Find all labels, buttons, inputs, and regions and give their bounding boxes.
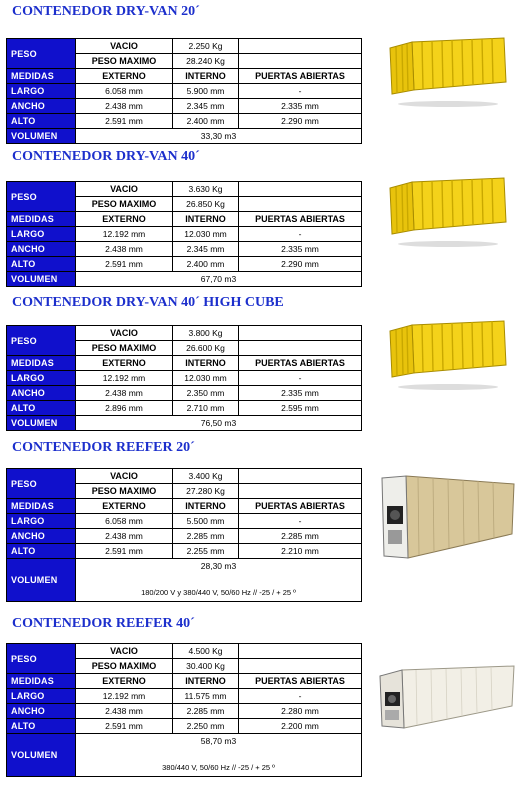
ancho-puertas: 2.280 mm — [239, 704, 362, 719]
spec-table-dry-van-40-high-cube — [6, 325, 362, 431]
puertas-abiertas-header: PUERTAS ABIERTAS — [239, 674, 362, 689]
interno-header: INTERNO — [173, 674, 239, 689]
peso-label: PESO — [7, 182, 76, 212]
table-row — [7, 356, 362, 371]
puertas-abiertas-header: PUERTAS ABIERTAS — [239, 356, 362, 371]
vacio-label: VACIO — [76, 39, 173, 54]
empty-cell — [239, 484, 362, 499]
section-title-dry-van-40-high-cube: CONTENEDOR DRY-VAN 40´ HIGH CUBE — [12, 295, 284, 310]
puertas-abiertas-header: PUERTAS ABIERTAS — [239, 212, 362, 227]
alto-label: ALTO — [7, 114, 76, 129]
empty-cell — [239, 182, 362, 197]
alto-externo: 2.591 mm — [76, 544, 173, 559]
table-row — [7, 674, 362, 689]
ancho-puertas: 2.335 mm — [239, 99, 362, 114]
alto-puertas: 2.210 mm — [239, 544, 362, 559]
puertas-abiertas-header: PUERTAS ABIERTAS — [239, 499, 362, 514]
largo-interno: 11.575 mm — [173, 689, 239, 704]
alto-label: ALTO — [7, 719, 76, 734]
spec-table-dry-van-20 — [6, 38, 362, 144]
ancho-interno: 2.345 mm — [173, 99, 239, 114]
table-row — [7, 514, 362, 529]
interno-header: INTERNO — [173, 212, 239, 227]
externo-header: EXTERNO — [76, 212, 173, 227]
largo-interno: 5.900 mm — [173, 84, 239, 99]
vacio-label: VACIO — [76, 182, 173, 197]
volumen-value: 67,70 m3 — [76, 272, 362, 287]
volumen-label: VOLUMEN — [7, 272, 76, 287]
volumen-value: 28,30 m3 — [76, 559, 362, 574]
vacio-value: 2.250 Kg — [173, 39, 239, 54]
table-row — [7, 386, 362, 401]
table-row — [7, 69, 362, 84]
ancho-externo: 2.438 mm — [76, 242, 173, 257]
ancho-interno: 2.350 mm — [173, 386, 239, 401]
table-row — [7, 644, 362, 659]
table-row — [7, 559, 362, 574]
peso-maximo-value: 27.280 Kg — [173, 484, 239, 499]
vacio-label: VACIO — [76, 469, 173, 484]
ancho-label: ANCHO — [7, 529, 76, 544]
table-row — [7, 182, 362, 197]
table-row — [7, 719, 362, 734]
table-row — [7, 84, 362, 99]
alto-puertas: 2.290 mm — [239, 114, 362, 129]
table-row — [7, 371, 362, 386]
vacio-label: VACIO — [76, 326, 173, 341]
table-row — [7, 39, 362, 54]
empty-cell — [239, 39, 362, 54]
largo-interno: 12.030 mm — [173, 227, 239, 242]
peso-maximo-label: PESO MAXIMO — [76, 341, 173, 356]
largo-externo: 6.058 mm — [76, 84, 173, 99]
largo-label: LARGO — [7, 371, 76, 386]
alto-puertas: 2.200 mm — [239, 719, 362, 734]
ancho-externo: 2.438 mm — [76, 386, 173, 401]
interno-header: INTERNO — [173, 69, 239, 84]
volumen-label: VOLUMEN — [7, 416, 76, 431]
empty-cell — [239, 644, 362, 659]
table-row — [7, 257, 362, 272]
alto-interno: 2.400 mm — [173, 257, 239, 272]
ancho-puertas: 2.335 mm — [239, 386, 362, 401]
medidas-label: MEDIDAS — [7, 69, 76, 84]
table-row — [7, 114, 362, 129]
alto-externo: 2.591 mm — [76, 114, 173, 129]
table-row — [7, 499, 362, 514]
alto-label: ALTO — [7, 544, 76, 559]
empty-cell — [239, 197, 362, 212]
empty-cell — [239, 54, 362, 69]
largo-externo: 6.058 mm — [76, 514, 173, 529]
alto-interno: 2.710 mm — [173, 401, 239, 416]
ancho-puertas: 2.285 mm — [239, 529, 362, 544]
peso-maximo-label: PESO MAXIMO — [76, 484, 173, 499]
ancho-label: ANCHO — [7, 704, 76, 719]
largo-puertas: - — [239, 84, 362, 99]
medidas-label: MEDIDAS — [7, 356, 76, 371]
table-row — [7, 272, 362, 287]
externo-header: EXTERNO — [76, 499, 173, 514]
vacio-value: 4.500 Kg — [173, 644, 239, 659]
section-title-dry-van-20: CONTENEDOR DRY-VAN 20´ — [12, 4, 200, 19]
section-title-dry-van-40: CONTENEDOR DRY-VAN 40´ — [12, 149, 200, 164]
empty-cell — [239, 326, 362, 341]
alto-label: ALTO — [7, 257, 76, 272]
reefer-40-container-image — [376, 664, 516, 732]
largo-label: LARGO — [7, 227, 76, 242]
table-row — [7, 704, 362, 719]
volumen-label: VOLUMEN — [7, 559, 76, 602]
peso-maximo-value: 26.600 Kg — [173, 341, 239, 356]
table-row — [7, 99, 362, 114]
empty-cell — [239, 659, 362, 674]
empty-cell — [239, 469, 362, 484]
volumen-value: 58,70 m3 — [76, 734, 362, 749]
largo-externo: 12.192 mm — [76, 227, 173, 242]
largo-label: LARGO — [7, 84, 76, 99]
ancho-externo: 2.438 mm — [76, 529, 173, 544]
section-title-reefer-40: CONTENEDOR REEFER 40´ — [12, 616, 195, 631]
puertas-abiertas-header: PUERTAS ABIERTAS — [239, 69, 362, 84]
largo-externo: 12.192 mm — [76, 689, 173, 704]
peso-label: PESO — [7, 39, 76, 69]
alto-puertas: 2.290 mm — [239, 257, 362, 272]
alto-interno: 2.250 mm — [173, 719, 239, 734]
table-row — [7, 544, 362, 559]
alto-interno: 2.255 mm — [173, 544, 239, 559]
dry-van-20-container-image — [382, 32, 512, 112]
largo-label: LARGO — [7, 689, 76, 704]
volumen-value: 76,50 m3 — [76, 416, 362, 431]
alto-externo: 2.591 mm — [76, 719, 173, 734]
table-row — [7, 529, 362, 544]
externo-header: EXTERNO — [76, 674, 173, 689]
section-title-reefer-20: CONTENEDOR REEFER 20´ — [12, 440, 195, 455]
ancho-label: ANCHO — [7, 242, 76, 257]
table-row — [7, 401, 362, 416]
alto-externo: 2.591 mm — [76, 257, 173, 272]
table-row — [7, 227, 362, 242]
peso-label: PESO — [7, 326, 76, 356]
table-row — [7, 129, 362, 144]
peso-maximo-value: 30.400 Kg — [173, 659, 239, 674]
vacio-value: 3.400 Kg — [173, 469, 239, 484]
largo-puertas: - — [239, 371, 362, 386]
volumen-value: 33,30 m3 — [76, 129, 362, 144]
ancho-interno: 2.285 mm — [173, 529, 239, 544]
peso-label: PESO — [7, 469, 76, 499]
reefer-20-container-image — [378, 472, 516, 564]
vacio-value: 3.800 Kg — [173, 326, 239, 341]
spec-table-dry-van-40 — [6, 181, 362, 287]
empty-cell — [239, 341, 362, 356]
power-note: 180/200 V y 380/440 V, 50/60 Hz // -25 / + 25 º — [76, 573, 362, 602]
alto-puertas: 2.595 mm — [239, 401, 362, 416]
ancho-label: ANCHO — [7, 386, 76, 401]
ancho-externo: 2.438 mm — [76, 99, 173, 114]
alto-label: ALTO — [7, 401, 76, 416]
ancho-interno: 2.285 mm — [173, 704, 239, 719]
power-note: 380/440 V, 50/60 Hz // -25 / + 25 º — [76, 748, 362, 777]
largo-interno: 5.500 mm — [173, 514, 239, 529]
peso-maximo-label: PESO MAXIMO — [76, 54, 173, 69]
interno-header: INTERNO — [173, 356, 239, 371]
volumen-label: VOLUMEN — [7, 734, 76, 777]
dry-van-40-container-image — [382, 172, 512, 252]
table-row — [7, 326, 362, 341]
table-row — [7, 469, 362, 484]
largo-interno: 12.030 mm — [173, 371, 239, 386]
table-row — [7, 689, 362, 704]
medidas-label: MEDIDAS — [7, 499, 76, 514]
table-row — [7, 212, 362, 227]
volumen-label: VOLUMEN — [7, 129, 76, 144]
peso-maximo-label: PESO MAXIMO — [76, 659, 173, 674]
dry-van-40-high-cube-container-image — [382, 315, 512, 395]
largo-puertas: - — [239, 689, 362, 704]
ancho-puertas: 2.335 mm — [239, 242, 362, 257]
table-row — [7, 734, 362, 749]
peso-label: PESO — [7, 644, 76, 674]
ancho-externo: 2.438 mm — [76, 704, 173, 719]
alto-interno: 2.400 mm — [173, 114, 239, 129]
table-row — [7, 416, 362, 431]
vacio-label: VACIO — [76, 644, 173, 659]
largo-puertas: - — [239, 514, 362, 529]
ancho-label: ANCHO — [7, 99, 76, 114]
table-row — [7, 242, 362, 257]
peso-maximo-value: 28.240 Kg — [173, 54, 239, 69]
medidas-label: MEDIDAS — [7, 212, 76, 227]
externo-header: EXTERNO — [76, 69, 173, 84]
vacio-value: 3.630 Kg — [173, 182, 239, 197]
largo-label: LARGO — [7, 514, 76, 529]
interno-header: INTERNO — [173, 499, 239, 514]
largo-puertas: - — [239, 227, 362, 242]
medidas-label: MEDIDAS — [7, 674, 76, 689]
alto-externo: 2.896 mm — [76, 401, 173, 416]
peso-maximo-value: 26.850 Kg — [173, 197, 239, 212]
peso-maximo-label: PESO MAXIMO — [76, 197, 173, 212]
largo-externo: 12.192 mm — [76, 371, 173, 386]
spec-table-reefer-40 — [6, 643, 362, 777]
ancho-interno: 2.345 mm — [173, 242, 239, 257]
externo-header: EXTERNO — [76, 356, 173, 371]
spec-table-reefer-20 — [6, 468, 362, 602]
